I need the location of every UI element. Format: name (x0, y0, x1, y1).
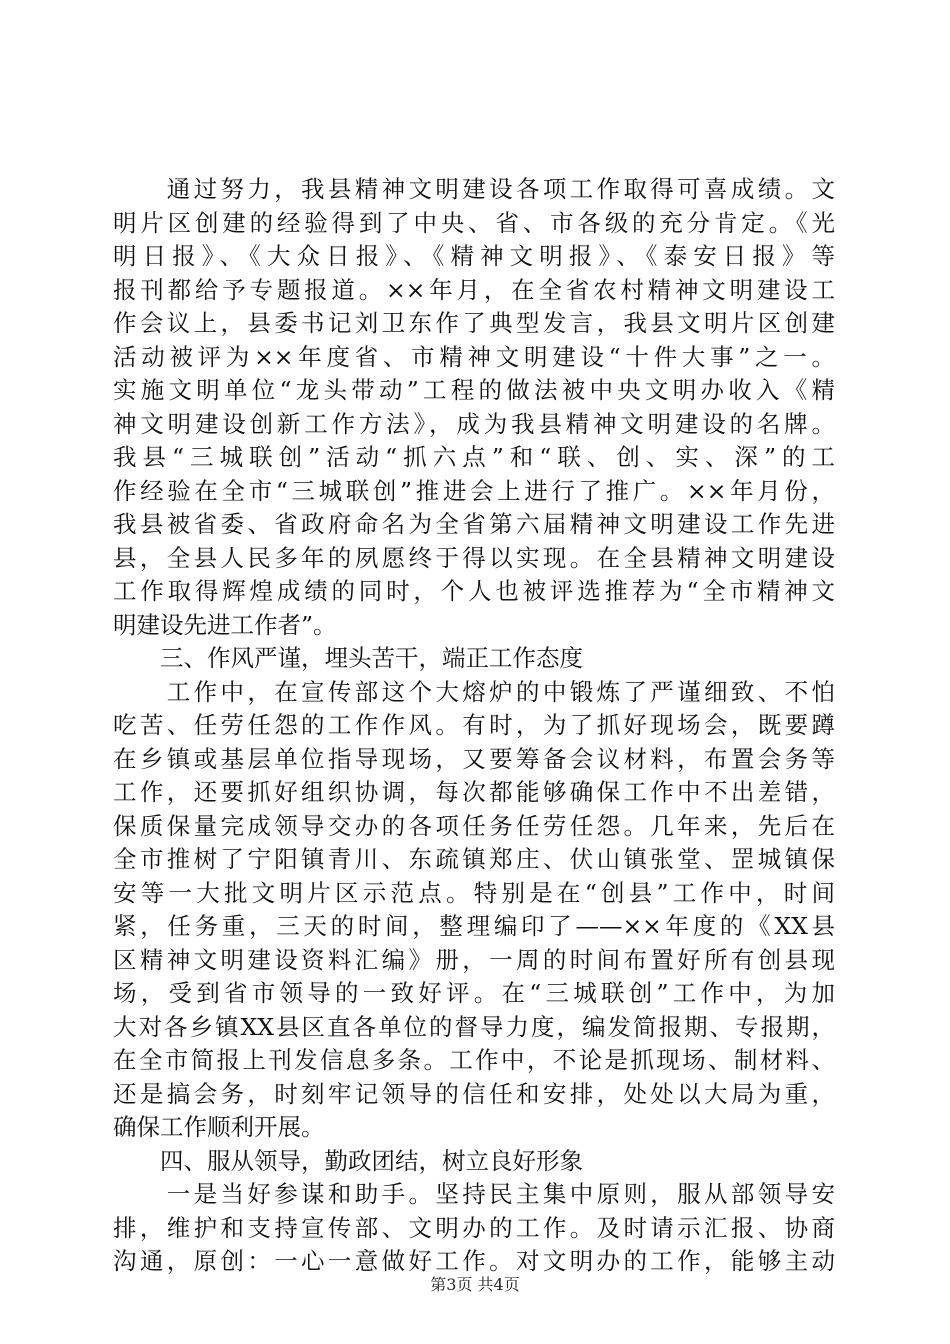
text-line: 明日报》、《大众日报》、《精神文明报》、《泰安日报》等 (113, 242, 835, 270)
text-line: 吃苦、任劳任怨的工作作风。有时，为了抓好现场会，既要蹲 (113, 711, 835, 739)
text-line: 工作中，在宣传部这个大熔炉的中锻炼了严谨细致、不怕 (113, 677, 835, 706)
text-line: 工作，还要抓好组织协调，每次都能够确保工作中不出差错， (113, 778, 835, 806)
text-line: 场，受到省市领导的一致好评。在“三城联创”工作中，为加 (113, 979, 835, 1007)
text-line: 一是当好参谋和助手。坚持民主集中原则，服从部领导安 (113, 1180, 835, 1208)
text-line: 报刊都给予专题报道。××年月，在全省农村精神文明建设工 (113, 275, 835, 304)
section-heading: 四、服从领导，勤政团结，树立良好形象 (113, 1146, 583, 1175)
text-line: 我县“三城联创”活动“抓六点”和“联、创、实、深”的工 (113, 443, 835, 471)
text-line: 全市推树了宁阳镇青川、东疏镇郑庄、伏山镇张堂、罡城镇保 (113, 845, 835, 873)
text-line: 明建设先进工作者”。 (113, 610, 337, 639)
text-line: 区精神文明建设资料汇编》册，一周的时间布置好所有创县现 (113, 945, 835, 974)
text-line: 活动被评为××年度省、市精神文明建设“十件大事”之一。 (113, 342, 835, 371)
text-line: 神文明建设创新工作方法》，成为我县精神文明建设的名牌。 (113, 409, 835, 438)
document-body (113, 173, 835, 1279)
text-line: 实施文明单位“龙头带动”工程的做法被中央文明办收入《精 (113, 376, 835, 404)
text-line: 还是搞会务，时刻牢记领导的信任和安排，处处以大局为重， (113, 1079, 835, 1108)
text-line: 沟通，原创：一心一意做好工作。对文明办的工作，能够主动 (113, 1247, 835, 1275)
text-line: 作会议上，县委书记刘卫东作了典型发言，我县文明片区创建 (113, 309, 835, 337)
text-line: 在乡镇或基层单位指导现场，又要筹备会议材料，布置会务等 (113, 744, 835, 773)
text-line: 通过努力，我县精神文明建设各项工作取得可喜成绩。文 (113, 175, 835, 203)
section-heading: 三、作风严谨，埋头苦干，端正工作态度 (113, 644, 583, 672)
text-line: 紧，任务重，三天的时间，整理编印了——××年度的《XX县 (113, 912, 835, 940)
text-line: 明片区创建的经验得到了中央、省、市各级的充分肯定。《光 (113, 208, 835, 237)
text-line: 在全市简报上刊发信息多条。工作中，不论是抓现场、制材料、 (113, 1046, 835, 1074)
text-line: 县，全县人民多年的夙愿终于得以实现。在全县精神文明建设 (113, 543, 835, 572)
text-line: 安等一大批文明片区示范点。特别是在“创县”工作中，时间 (113, 878, 835, 907)
text-line: 确保工作顺利开展。 (113, 1113, 325, 1141)
text-line: 工作取得辉煌成绩的同时，个人也被评选推荐为“全市精神文 (113, 577, 835, 605)
text-line: 大对各乡镇XX县区直各单位的督导力度，编发简报期、专报期， (113, 1012, 835, 1041)
page-footer: 第3页 共4页 (430, 1275, 520, 1294)
text-line: 保质保量完成领导交办的各项任务任劳任怨。几年来，先后在 (113, 811, 835, 840)
text-line: 排，维护和支持宣传部、文明办的工作。及时请示汇报、协商 (113, 1213, 835, 1242)
text-line: 我县被省委、省政府命名为全省第六届精神文明建设工作先进 (113, 510, 835, 538)
text-line: 作经验在全市“三城联创”推进会上进行了推广。××年月份， (113, 476, 835, 505)
